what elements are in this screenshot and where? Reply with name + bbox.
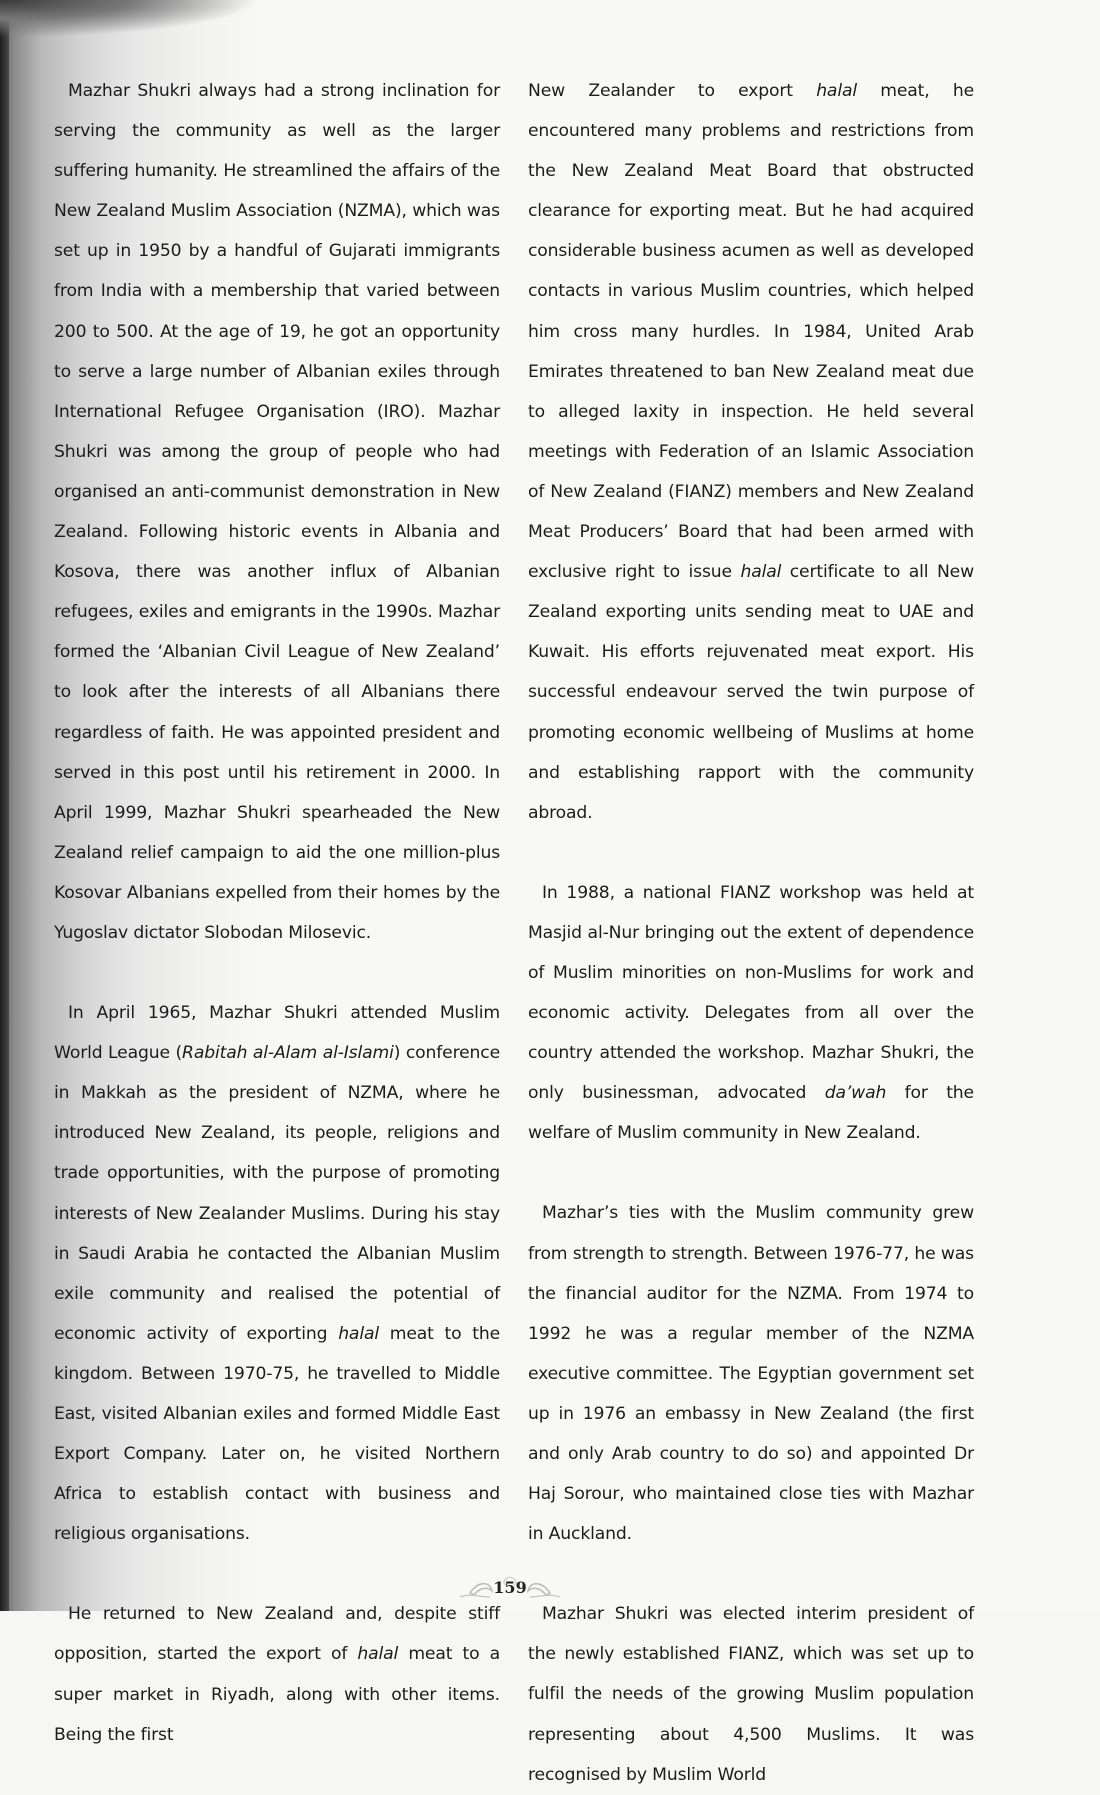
right-paragraph-1: New Zealander to export halal meat, he encountered many problems and restrictions from the New Zealand Meat Board that obstructed clearance for exporting meat. But he had acquired considerable business acumen as well as developed contacts in various Muslim countries, which helped him cross many hurdles. In 1984, United Arab Emirates threatened to ban New Zealand meat due to alleged laxity in inspection. He held several meetings with Federation of an Islamic Association of New Zealand (FIANZ) members and New Zealand Meat Producers’ Board that had been armed with exclusive right to issue halal certificate to all New Zealand exporting units sending meat to UAE and Kuwait. His efforts rejuvenated meat export. His successful endeavour served the twin purpose of promoting economic wellbeing of Muslims at home and establishing rapport with the community abroad. <box>528 81 974 823</box>
book-spine-shadow <box>0 0 9 1611</box>
left-column <box>54 71 500 1755</box>
left-paragraph-1: Mazhar Shukri always had a strong inclination for serving the community as well as the larger suffering humanity. He streamlined the affairs of the New Zealand Muslim Association (NZMA), which was set up in 1950 by a handful of Gujarati immigrants from India with a membership that varied between 200 to 500. At the age of 19, he got an opportunity to serve a large number of Albanian exiles through International Refugee Organisation (IRO). Mazhar Shukri was among the group of people who had organised an anti-communist demonstration in New Zealand. Following historic events in Albania and Kosova, there was another influx of Albanian refugees, exiles and emigrants in the 1990s. Mazhar formed the ‘Albanian Civil League of New Zealand’ to look after the interests of all Albanians there regardless of faith. He was appointed president and served in this post until his retirement in 2000. In April 1999, Mazhar Shukri spearheaded the New Zealand relief campaign to aid the one million-plus Kosovar Albanians expelled from their homes by the Yugoslav dictator Slobodan Milosevic. <box>54 81 500 943</box>
page-footer <box>450 1571 570 1607</box>
right-paragraph-4: Mazhar Shukri was elected interim president of the newly established FIANZ, which was set up to fulfil the needs of the growing Muslim population representing about 4,500 Muslims. It was recognised by Muslim World <box>528 1604 974 1785</box>
page-curl-shadow <box>0 0 260 38</box>
right-paragraph-2: In 1988, a national FIANZ workshop was held at Masjid al-Nur bringing out the extent of dependence of Muslim minorities on non-Muslims for work and economic activity. Delegates from all over the country attended the workshop. Mazhar Shukri, the only businessman, advocated da’wah for the welfare of Muslim community in New Zealand. <box>528 882 974 1144</box>
right-paragraph-3: Mazhar’s ties with the Muslim community grew from strength to strength. Between 1976-77, he was the financial auditor for the NZMA. From 1974 to 1992 he was a regular member of the NZMA executive committee. The Egyptian government set up in 1976 an embassy in New Zealand (the first and only Arab country to do so) and appointed Dr Haj Sorour, who maintained close ties with Mazhar in Auckland. <box>528 1203 974 1545</box>
left-paragraph-3: He returned to New Zealand and, despite stiff opposition, started the export of halal meat to a super market in Riyadh, along with other items. Being the first <box>54 1604 500 1745</box>
page-number: 159 <box>493 1578 527 1597</box>
right-column <box>528 71 974 1795</box>
left-paragraph-2: In April 1965, Mazhar Shukri attended Muslim World League (Rabitah al-Alam al-Islami) conference in Makkah as the president of NZMA, where he introduced New Zealand, its people, religions and trade opportunities, with the purpose of promoting interests of New Zealander Muslims. During his stay in Saudi Arabia he contacted the Albanian Muslim exile community and realised the potential of economic activity of exporting halal meat to the kingdom. Between 1970-75, he travelled to Middle East, visited Albanian exiles and formed Middle East Export Company. Later on, he visited Northern Africa to establish contact with business and religious organisations. <box>54 1003 501 1545</box>
